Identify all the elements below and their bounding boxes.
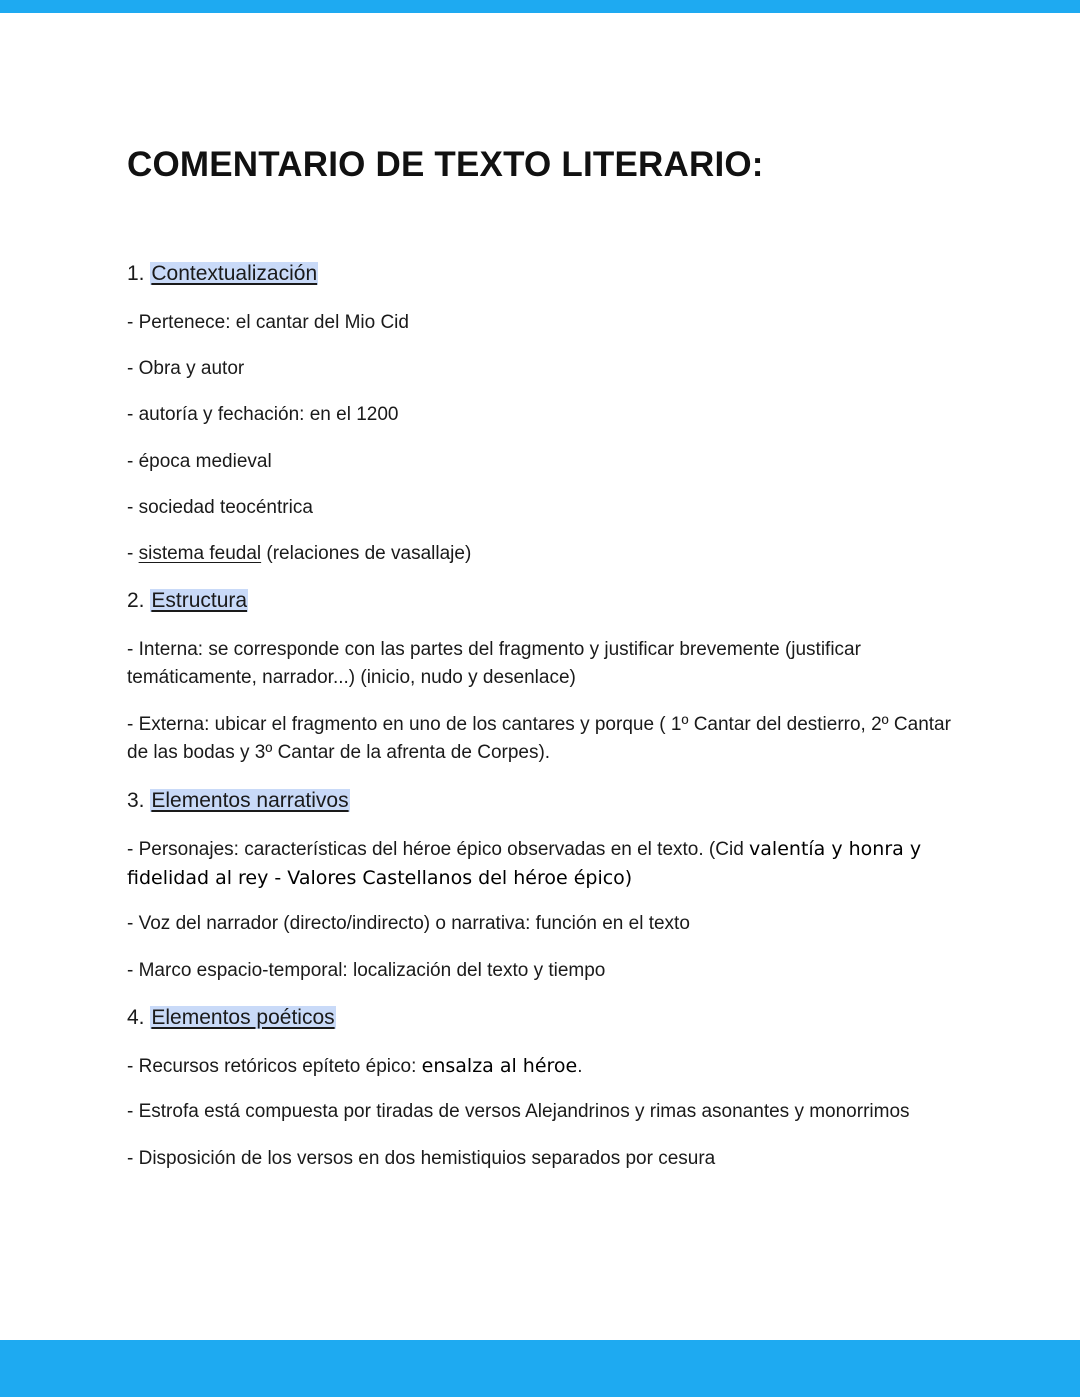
list-item: - Disposición de los versos en dos hemistiquios separados por cesura	[127, 1148, 716, 1169]
list-item: - Pertenece: el cantar del Mio Cid	[127, 312, 409, 333]
list-item: - Externa: ubicar el fragmento en uno de los cantares y porque ( 1º Cantar del destierro, 2º Cantar de las bodas y 3º Cantar de la afrenta de Corpes).	[127, 714, 951, 763]
list-item-prefix: -	[127, 543, 139, 564]
section-heading-contextualizacion	[127, 260, 957, 288]
list-item: - Interna: se corresponde con las partes del fragmento y justificar brevemente (justificar temáticamente, narrador...) (inicio, nudo y desenlace)	[127, 639, 861, 688]
section-title-link[interactable]: Elementos narrativos	[151, 789, 349, 812]
list-item: - Voz del narrador (directo/indirecto) o narrativa: función en el texto	[127, 913, 690, 934]
list-item: - Obra y autor	[127, 358, 245, 379]
list-item	[127, 1052, 957, 1081]
list-item: - Estrofa está compuesta por tiradas de versos Alejandrinos y rimas asonantes y monorrimos	[127, 1101, 910, 1122]
section-title-link[interactable]: Estructura	[151, 589, 248, 612]
section-title-link[interactable]: Elementos poéticos	[151, 1006, 335, 1029]
list-item-text: - Recursos retóricos epíteto épico:	[127, 1056, 422, 1077]
section-number: 3.	[127, 789, 145, 812]
list-item	[127, 540, 957, 568]
top-accent-bar	[0, 0, 1080, 13]
section-heading-elementos-poeticos	[127, 1004, 957, 1032]
list-item-rest: (relaciones de vasallaje)	[261, 543, 472, 564]
section-number: 1.	[127, 262, 145, 285]
section-number: 2.	[127, 589, 145, 612]
list-item: - época medieval	[127, 451, 272, 472]
list-item-rest: .	[577, 1056, 583, 1077]
list-item-emphasis: ensalza al héroe	[421, 1055, 578, 1077]
section-number: 4.	[127, 1006, 145, 1029]
section-title-link[interactable]: Contextualización	[151, 262, 318, 285]
document-title: COMENTARIO DE TEXTO LITERARIO:	[127, 145, 764, 184]
section-heading-elementos-narrativos	[127, 787, 957, 815]
list-item: - autoría y fechación: en el 1200	[127, 404, 399, 425]
section-heading-estructura	[127, 587, 957, 615]
list-item-text: - Personajes: características del héroe épico observadas en el texto. (Cid	[127, 839, 750, 860]
underlined-term: sistema feudal	[138, 543, 262, 564]
list-item-emphasis: valentía y honra y fidelidad al rey - Valores Castellanos del héroe épico)	[127, 838, 922, 889]
list-item: - Marco espacio-temporal: localización del texto y tiempo	[127, 960, 606, 981]
bottom-accent-bar	[0, 1340, 1080, 1397]
list-item: - sociedad teocéntrica	[127, 497, 313, 518]
list-item	[127, 835, 957, 893]
